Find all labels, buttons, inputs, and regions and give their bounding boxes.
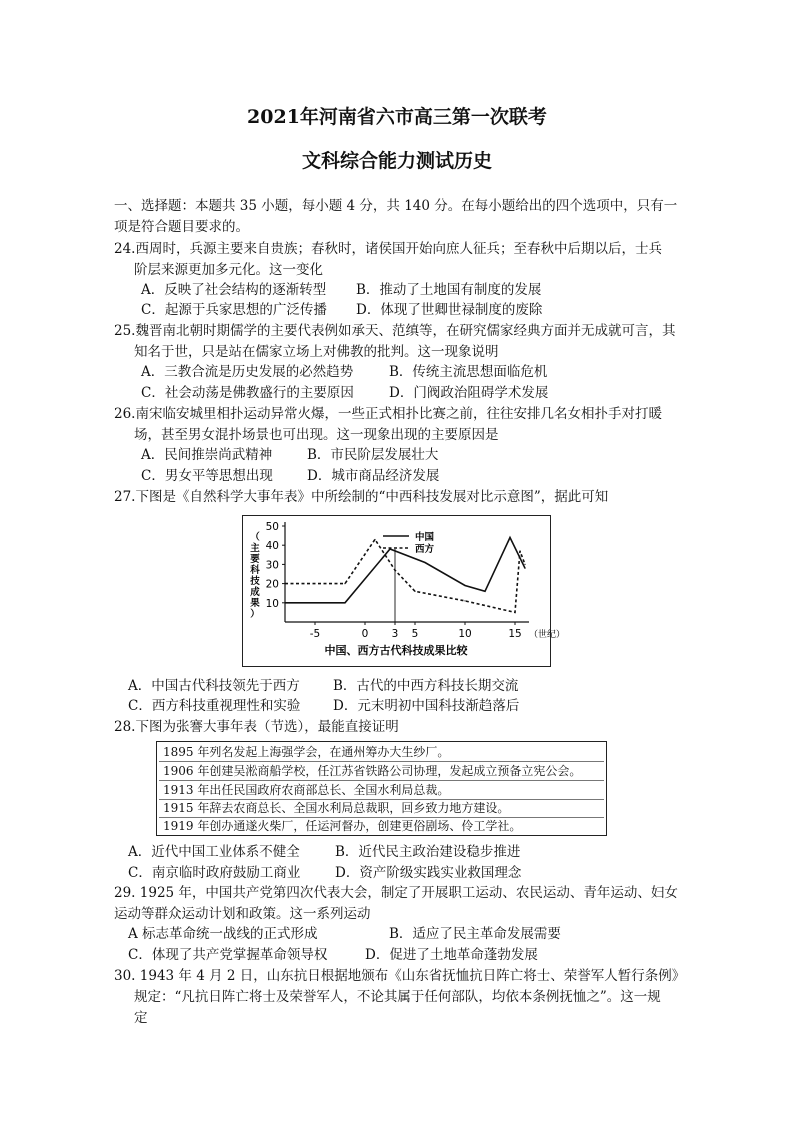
y-axis-label-char: 成 — [250, 587, 260, 598]
series-point — [464, 585, 465, 586]
q27-option-d[interactable]: D．元末明初中国科技渐趋落后 — [333, 698, 520, 714]
y-tick-label: 50 — [265, 521, 279, 533]
x-tick-label: 10 — [458, 628, 472, 640]
timeline-row-1919: 1919 年创办通遂火柴厂，任运河督办，创建更俗剧场、伶工学社。 — [163, 819, 522, 833]
q24-option-a[interactable]: A．反映了社会结构的逐渐转型 — [141, 282, 327, 298]
q25-stem-line1: 25.魏晋南北朝时期儒学的主要代表例如承天、范缜等，在研究儒家经典方面并无成就可言，其 — [114, 323, 676, 339]
q27-option-b[interactable]: B．古代的中西方科技长期交流 — [333, 678, 519, 694]
q28-option-a[interactable]: A．近代中国工业体系不健全 — [128, 844, 300, 860]
series-point — [344, 602, 345, 603]
q30-stem-line1: 30. 1943 年 4 月 2 日，山东抗日根据地颁布《山东省抚恤抗日阵亡将士、荣誉军人暂行条例》 — [114, 968, 686, 984]
series-point — [524, 568, 525, 569]
instructions-line2: 项是符合题目要求的。 — [114, 219, 249, 235]
timeline-row-1915: 1915 年辞去农商总长、全国水利局总裁职，回乡致力地方建设。 — [163, 801, 510, 815]
q25-option-c[interactable]: C．社会动荡是佛教盛行的主要原因 — [141, 385, 354, 401]
legend-label: 中国 — [415, 532, 435, 543]
chart-title: 中国、西方古代科技成果比较 — [324, 644, 468, 657]
series-point — [374, 539, 375, 540]
q29-option-d[interactable]: D．促进了土地革命蓬勃发展 — [365, 947, 538, 963]
q27-option-a[interactable]: A．中国古代科技领先于西方 — [128, 678, 300, 694]
x-tick-label: 0 — [361, 628, 369, 640]
row-divider — [159, 780, 604, 781]
chart-svg — [243, 516, 566, 666]
x-axis-label: （世纪） — [529, 630, 566, 640]
q29-option-a[interactable]: A 标志革命统一战线的正式形成 — [128, 926, 318, 942]
q29-option-b[interactable]: B．适应了民主革命发展需要 — [389, 926, 561, 942]
q26-option-a[interactable]: A．民间推崇尚武精神 — [141, 447, 273, 463]
series-point — [284, 583, 285, 584]
y-axis-label-char: 果 — [250, 598, 260, 609]
x-tick-label: -5 — [309, 628, 321, 640]
q26-option-b[interactable]: B．市民阶层发展壮大 — [307, 447, 439, 463]
zhang-jian-timeline-table — [156, 741, 607, 836]
q25-option-d[interactable]: D．门阀政治阻碍学术发展 — [389, 385, 549, 401]
y-tick-label: 10 — [265, 597, 279, 610]
timeline-row-1895: 1895 年列名发起上海强学会，在通州筹办大生纱厂。 — [163, 745, 450, 759]
q25-stem-line2: 知名于世，只是站在儒家立场上对佛教的批判。这一现象说明 — [134, 344, 499, 360]
timeline-row-1906: 1906 年创建吴淞商船学校，任江苏省铁路公司协理，发起成立预备立宪公会。 — [163, 764, 582, 778]
x-tick-label: 15 — [508, 628, 522, 640]
q28-stem-line1: 28.下图为张謇大事年表（节选），最能直接证明 — [114, 719, 399, 735]
y-axis-label-char: 科 — [250, 565, 260, 576]
series-point — [394, 570, 395, 571]
q24-stem-line1: 24.西周时，兵源主要来自贵族；春秋时，诸侯国开始向庶人征兵；至春秋中后期以后，士兵 — [114, 241, 662, 257]
x-tick-label: 5 — [411, 628, 419, 640]
q28-option-c[interactable]: C．南京临时政府鼓励工商业 — [128, 865, 301, 881]
timeline-row-1913: 1913 年出任民国政府农商部总长、全国水利局总裁。 — [163, 783, 450, 797]
y-tick-label: 40 — [265, 540, 279, 553]
q28-option-b[interactable]: B．近代民主政治建设稳步推进 — [335, 844, 521, 860]
q29-stem-line1: 29. 1925 年，中国共产党第四次代表大会，制定了开展职工运动、农民运动、青年运动、妇女 — [114, 885, 678, 901]
series-point — [524, 564, 525, 565]
q29-option-c[interactable]: C．体现了共产党掌握革命领导权 — [128, 947, 328, 963]
series-point — [344, 583, 345, 584]
q24-stem-line2: 阶层来源更加多元化。这一变化 — [134, 262, 323, 278]
series-point — [519, 550, 520, 551]
x-tick-label: 3 — [391, 628, 399, 640]
series-point — [514, 612, 515, 613]
page-title: 2021年河南省六市高三第一次联考 — [247, 106, 547, 128]
q24-option-c[interactable]: C．起源于兵家思想的广泛传播 — [141, 302, 327, 318]
series-point — [414, 591, 415, 592]
series-point — [464, 600, 465, 601]
y-tick-label: 20 — [265, 578, 279, 591]
y-axis-label-char: ） — [250, 609, 260, 620]
y-axis-label-char: 要 — [250, 554, 260, 565]
q26-option-c[interactable]: C．男女平等思想出现 — [141, 468, 273, 484]
series-point — [509, 537, 510, 538]
q27-stem-line1: 27.下图是《自然科学大事年表》中所绘制的“中西科技发展对比示意图”，据此可知 — [114, 489, 609, 505]
q30-stem-line3: 定 — [134, 1010, 148, 1026]
series-point — [484, 591, 485, 592]
series-line-west — [285, 539, 525, 612]
instructions-line1: 一、选择题：本题共 35 小题，每小题 4 分，共 140 分。在每小题给出的四个选项中，只有一 — [114, 198, 678, 214]
q30-stem-line2: 规定：“凡抗日阵亡将士及荣誉军人，不论其属于任何部队，均依本条例抚恤之”。这一规 — [134, 989, 661, 1005]
y-axis-label-char: （ — [250, 532, 260, 543]
y-axis-label-char: 技 — [250, 576, 260, 587]
q28-option-d[interactable]: D．资产阶级实践实业救国理念 — [335, 865, 522, 881]
q26-stem-line2: 场，甚至男女混扑场景也可出现。这一现象出现的主要原因是 — [134, 427, 499, 443]
page-subtitle: 文科综合能力测试历史 — [301, 150, 492, 172]
q24-option-b[interactable]: B．推动了土地国有制度的发展 — [356, 282, 542, 298]
q26-stem-line1: 26.南宋临安城里相扑运动异常火爆，一些正式相扑比赛之前，往往安排几名女相扑手对打暖 — [114, 406, 662, 422]
q24-option-d[interactable]: D．体现了世卿世禄制度的废除 — [356, 302, 543, 318]
row-divider — [159, 761, 604, 762]
q26-option-d[interactable]: D．城市商品经济发展 — [307, 468, 440, 484]
q27-option-c[interactable]: C．西方科技重视理性和实验 — [128, 698, 301, 714]
series-point — [284, 602, 285, 603]
legend-label: 西方 — [415, 544, 435, 555]
q29-stem-line2: 运动等群众运动计划和政策。这一系列运动 — [114, 906, 371, 922]
q25-option-a[interactable]: A．三教合流是历史发展的必然趋势 — [141, 364, 354, 380]
science-comparison-chart — [242, 515, 566, 667]
y-axis-label-char: 主 — [250, 543, 260, 554]
series-point — [424, 562, 425, 563]
y-tick-label: 30 — [265, 559, 279, 572]
q25-option-b[interactable]: B．传统主流思想面临危机 — [389, 364, 548, 380]
